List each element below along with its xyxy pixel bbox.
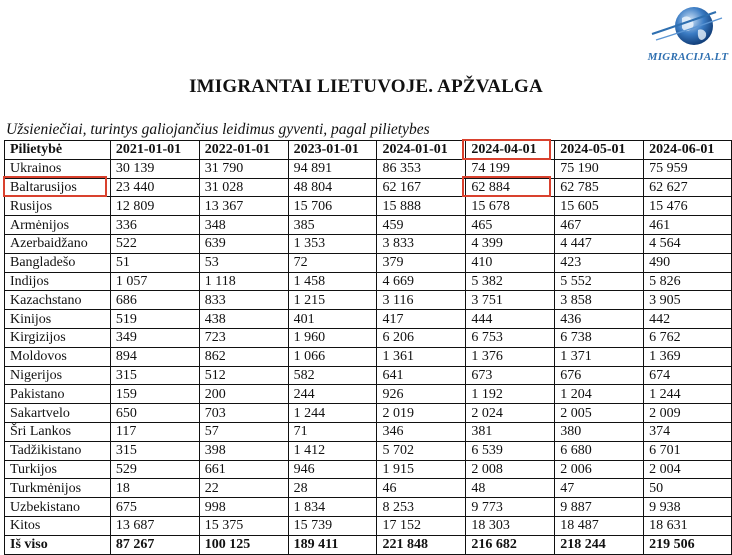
value-cell: 100 125 [199,535,288,554]
value-cell: 2 019 [377,404,466,423]
value-cell: 385 [288,216,377,235]
value-cell: 74 199 [466,159,555,178]
header-cell-2023-01-01: 2023-01-01 [288,141,377,160]
value-cell: 189 411 [288,535,377,554]
value-cell: 244 [288,385,377,404]
value-cell: 15 476 [644,197,732,216]
value-cell: 50 [644,479,732,498]
value-cell: 3 116 [377,291,466,310]
table-row [5,310,732,329]
value-cell: 1 834 [288,498,377,517]
value-cell: 4 669 [377,272,466,291]
value-cell: 723 [199,328,288,347]
country-cell: Kinijos [5,310,111,329]
header-cell-2021-01-01: 2021-01-01 [110,141,199,160]
value-cell: 159 [110,385,199,404]
value-cell: 9 938 [644,498,732,517]
value-cell: 946 [288,460,377,479]
value-cell: 641 [377,366,466,385]
country-cell: Kazachstano [5,291,111,310]
country-cell: Bangladešo [5,253,111,272]
value-cell: 1 960 [288,328,377,347]
table-row [5,253,732,272]
country-cell: Kitos [5,516,111,535]
value-cell: 436 [555,310,644,329]
value-cell: 4 447 [555,234,644,253]
value-cell: 374 [644,422,732,441]
value-cell: 423 [555,253,644,272]
table-row [5,441,732,460]
value-cell: 46 [377,479,466,498]
value-cell: 661 [199,460,288,479]
table-row [5,234,732,253]
value-cell: 15 678 [466,197,555,216]
value-cell: 3 751 [466,291,555,310]
value-cell: 5 702 [377,441,466,460]
value-cell: 9 887 [555,498,644,517]
value-cell: 4 564 [644,234,732,253]
value-cell: 519 [110,310,199,329]
value-cell: 862 [199,347,288,366]
value-cell: 4 399 [466,234,555,253]
value-cell: 6 753 [466,328,555,347]
value-cell: 380 [555,422,644,441]
value-cell: 31 790 [199,159,288,178]
value-cell: 62 627 [644,178,732,197]
value-cell: 650 [110,404,199,423]
value-cell: 9 773 [466,498,555,517]
value-cell: 30 139 [110,159,199,178]
value-cell: 18 [110,479,199,498]
value-cell: 1 244 [644,385,732,404]
value-cell: 75 190 [555,159,644,178]
value-cell: 13 687 [110,516,199,535]
header-cell-2024-05-01: 2024-05-01 [555,141,644,160]
country-cell: Ukrainos [5,159,111,178]
value-cell: 8 253 [377,498,466,517]
value-cell: 1 118 [199,272,288,291]
value-cell: 1 057 [110,272,199,291]
value-cell: 379 [377,253,466,272]
value-cell: 18 303 [466,516,555,535]
value-cell: 6 701 [644,441,732,460]
country-cell: Turkijos [5,460,111,479]
value-cell: 410 [466,253,555,272]
table-row [5,159,732,178]
value-cell: 6 680 [555,441,644,460]
value-cell: 1 458 [288,272,377,291]
value-cell: 3 833 [377,234,466,253]
value-cell: 5 552 [555,272,644,291]
value-cell: 15 706 [288,197,377,216]
country-cell: Armėnijos [5,216,111,235]
table-header-row [5,141,732,160]
globe-icon [646,4,730,54]
value-cell: 18 487 [555,516,644,535]
value-cell: 582 [288,366,377,385]
table-row [5,272,732,291]
value-cell: 1 371 [555,347,644,366]
table-row [5,404,732,423]
value-cell: 2 004 [644,460,732,479]
value-cell: 6 206 [377,328,466,347]
value-cell: 315 [110,441,199,460]
value-cell: 15 375 [199,516,288,535]
value-cell: 522 [110,234,199,253]
value-cell: 94 891 [288,159,377,178]
table-row [5,347,732,366]
value-cell: 676 [555,366,644,385]
value-cell: 998 [199,498,288,517]
value-cell: 75 959 [644,159,732,178]
table-row [5,328,732,347]
value-cell: 13 367 [199,197,288,216]
value-cell: 703 [199,404,288,423]
value-cell: 48 804 [288,178,377,197]
value-cell: 2 005 [555,404,644,423]
value-cell: 1 204 [555,385,644,404]
table-row [5,366,732,385]
value-cell: 686 [110,291,199,310]
value-cell: 2 008 [466,460,555,479]
value-cell: 15 888 [377,197,466,216]
value-cell: 1 369 [644,347,732,366]
value-cell: 346 [377,422,466,441]
value-cell: 639 [199,234,288,253]
value-cell: 117 [110,422,199,441]
table-row [5,516,732,535]
migracija-logo [646,4,730,66]
value-cell: 5 826 [644,272,732,291]
country-cell: Azerbaidžano [5,234,111,253]
country-cell: Uzbekistano [5,498,111,517]
table-row [5,291,732,310]
value-cell: 401 [288,310,377,329]
value-cell: 62 785 [555,178,644,197]
value-cell: 349 [110,328,199,347]
header-cell-2024-04-01: 2024-04-01 [466,141,555,160]
value-cell: 348 [199,216,288,235]
value-cell: 465 [466,216,555,235]
header-cell-2022-01-01: 2022-01-01 [199,141,288,160]
value-cell: 1 915 [377,460,466,479]
value-cell: 529 [110,460,199,479]
value-cell: 51 [110,253,199,272]
value-cell: 15 605 [555,197,644,216]
value-cell: 6 539 [466,441,555,460]
value-cell: 673 [466,366,555,385]
value-cell: 221 848 [377,535,466,554]
value-cell: 674 [644,366,732,385]
country-cell: Baltarusijos [5,178,111,197]
table-subtitle: Užsieniečiai, turintys galiojančius leidimus gyventi, pagal pilietybes [6,121,430,138]
logo-text: MIGRACIJA.LT [647,51,729,63]
value-cell: 18 631 [644,516,732,535]
value-cell: 1 412 [288,441,377,460]
country-cell: Iš viso [5,535,111,554]
value-cell: 47 [555,479,644,498]
value-cell: 23 440 [110,178,199,197]
value-cell: 12 809 [110,197,199,216]
country-cell: Moldovos [5,347,111,366]
value-cell: 2 009 [644,404,732,423]
value-cell: 57 [199,422,288,441]
table-row [5,479,732,498]
value-cell: 398 [199,441,288,460]
table-row [5,197,732,216]
table-row [5,460,732,479]
value-cell: 31 028 [199,178,288,197]
value-cell: 71 [288,422,377,441]
value-cell: 6 738 [555,328,644,347]
value-cell: 48 [466,479,555,498]
value-cell: 62 167 [377,178,466,197]
value-cell: 894 [110,347,199,366]
value-cell: 1 353 [288,234,377,253]
value-cell: 2 006 [555,460,644,479]
value-cell: 3 905 [644,291,732,310]
country-cell: Nigerijos [5,366,111,385]
header-cell-2024-06-01: 2024-06-01 [644,141,732,160]
country-cell: Rusijos [5,197,111,216]
value-cell: 442 [644,310,732,329]
value-cell: 5 382 [466,272,555,291]
country-cell: Tadžikistano [5,441,111,460]
country-cell: Pakistano [5,385,111,404]
header-cell-2024-01-01: 2024-01-01 [377,141,466,160]
value-cell: 459 [377,216,466,235]
value-cell: 3 858 [555,291,644,310]
value-cell: 1 215 [288,291,377,310]
value-cell: 461 [644,216,732,235]
value-cell: 53 [199,253,288,272]
header-cell-citizenship: Pilietybė [5,141,111,160]
value-cell: 336 [110,216,199,235]
value-cell: 87 267 [110,535,199,554]
value-cell: 444 [466,310,555,329]
value-cell: 675 [110,498,199,517]
value-cell: 28 [288,479,377,498]
value-cell: 417 [377,310,466,329]
country-cell: Indijos [5,272,111,291]
value-cell: 216 682 [466,535,555,554]
value-cell: 467 [555,216,644,235]
value-cell: 219 506 [644,535,732,554]
value-cell: 438 [199,310,288,329]
value-cell: 62 884 [466,178,555,197]
value-cell: 2 024 [466,404,555,423]
value-cell: 6 762 [644,328,732,347]
residence-permits-table [4,140,732,555]
value-cell: 200 [199,385,288,404]
total-row [5,535,732,554]
value-cell: 315 [110,366,199,385]
value-cell: 490 [644,253,732,272]
value-cell: 381 [466,422,555,441]
table-row [5,178,732,197]
value-cell: 72 [288,253,377,272]
value-cell: 1 192 [466,385,555,404]
value-cell: 1 244 [288,404,377,423]
value-cell: 17 152 [377,516,466,535]
table-row [5,216,732,235]
country-cell: Šri Lankos [5,422,111,441]
value-cell: 22 [199,479,288,498]
table-row [5,498,732,517]
value-cell: 15 739 [288,516,377,535]
country-cell: Kirgizijos [5,328,111,347]
value-cell: 512 [199,366,288,385]
page-title: IMIGRANTAI LIETUVOJE. APŽVALGA [189,76,543,97]
value-cell: 833 [199,291,288,310]
value-cell: 1 361 [377,347,466,366]
value-cell: 926 [377,385,466,404]
value-cell: 218 244 [555,535,644,554]
table-row [5,385,732,404]
country-cell: Sakartvelo [5,404,111,423]
table-row [5,422,732,441]
country-cell: Turkmėnijos [5,479,111,498]
value-cell: 1 376 [466,347,555,366]
value-cell: 86 353 [377,159,466,178]
value-cell: 1 066 [288,347,377,366]
